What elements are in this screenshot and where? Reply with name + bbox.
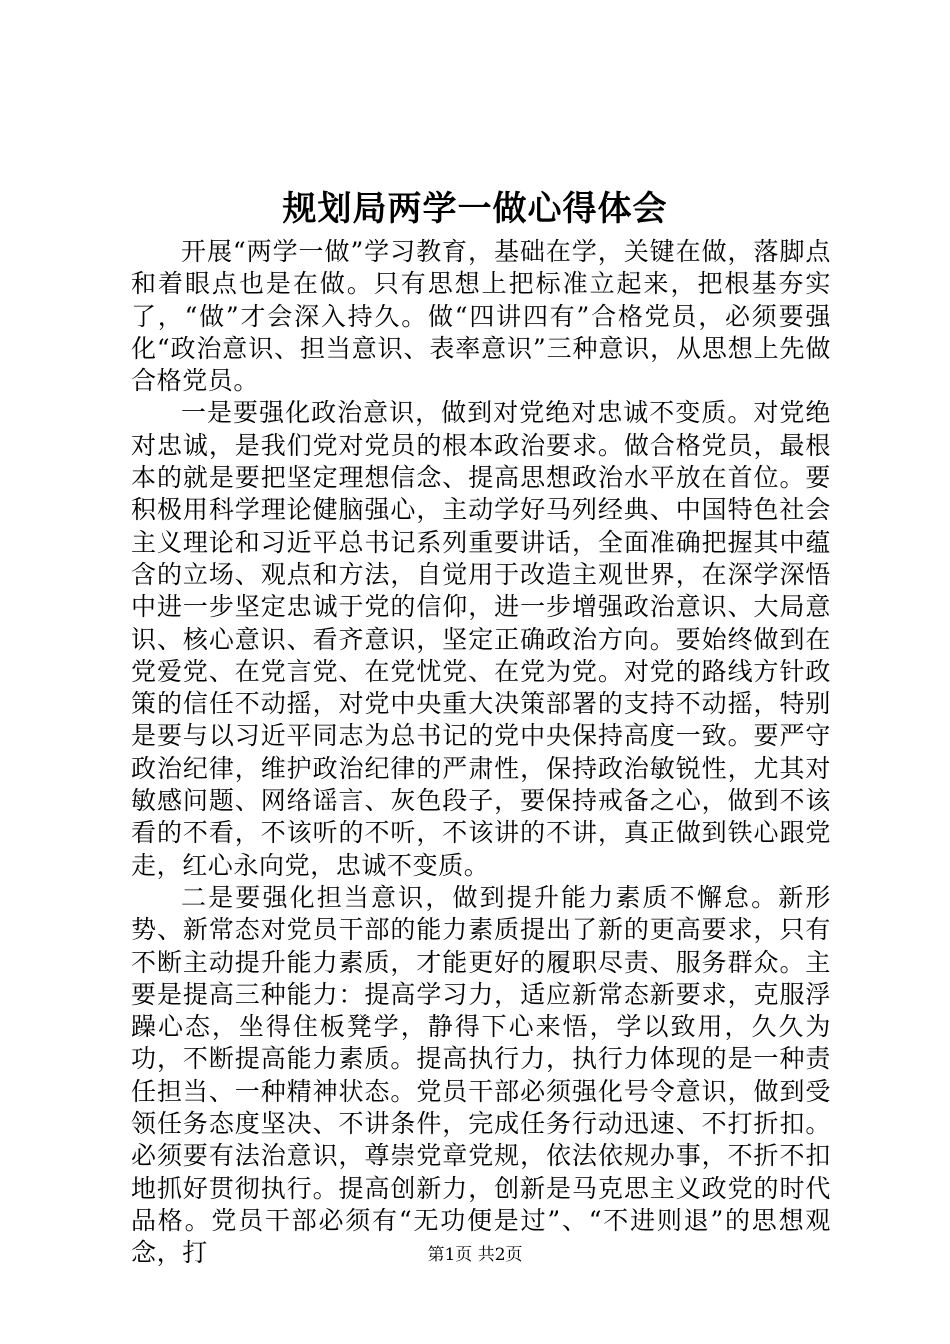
document-title: 规划局两学一做心得体会 [282, 189, 668, 229]
page-footer: 第1页 共2页 [427, 1245, 523, 1265]
paragraph-responsibility-awareness: 二是要强化担当意识，做到提升能力素质不懈怠。新形势、新常态对党员干部的能力素质提出了新的更高要求，只有不断主动提升能力素质，才能更好的履职尽责、服务群众。主要是提高三种能力：提高学习力，适应新常态新要求，克服浮躁心态，坐得住板凳学，静得下心来悟，学以致用，久久为功，不断提高能力素质。提高执行力，执行力体现的是一种责任担当、一种精神状态。党员干部必须强化号令意识，做到受领任务态度坚决、不讲条件，完成任务行动迅速、不打折扣。必须要有法治意识，尊崇党章党规，依法依规办事，不折不扣地抓好贯彻执行。提高创新力，创新是马克思主义政党的时代品格。党员干部必须有“无功便是过”、“不进则退”的思想观念，打 [131, 882, 831, 1268]
paragraph-intro: 开展“两学一做”学习教育，基础在学，关键在做，落脚点和着眼点也是在做。只有思想上把标准立起来，把根基夯实了，“做”才会深入持久。做“四讲四有”合格党员，必须要强化“政治意识、担当意识、表率意识”三种意识，从思想上先做合格党员。 [131, 237, 831, 396]
paragraph-political-awareness: 一是要强化政治意识，做到对党绝对忠诚不变质。对党绝对忠诚，是我们党对党员的根本政治要求。做合格党员，最根本的就是要把坚定理想信念、提高思想政治水平放在首位。要积极用科学理论健脑强心，主动学好马列经典、中国特色社会主义理论和习近平总书记系列重要讲话，全面准确把握其中蕴含的立场、观点和方法，自觉用于改造主观世界，在深学深悟中进一步坚定忠诚于党的信仰，进一步增强政治意识、大局意识、核心意识、看齐意识，坚定正确政治方向。要始终做到在党爱党、在党言党、在党忧党、在党为党。对党的路线方针政策的信任不动摇，对党中央重大决策部署的支持不动摇，特别是要与以习近平同志为总书记的党中央保持高度一致。要严守政治纪律，维护政治纪律的严肃性，保持政治敏锐性，尤其对敏感问题、网络谣言、灰色段子，要保持戒备之心，做到不该看的不看，不该听的不听，不该讲的不讲，真正做到铁心跟党走，红心永向党，忠诚不变质。 [131, 398, 831, 880]
document-body [131, 236, 831, 1270]
